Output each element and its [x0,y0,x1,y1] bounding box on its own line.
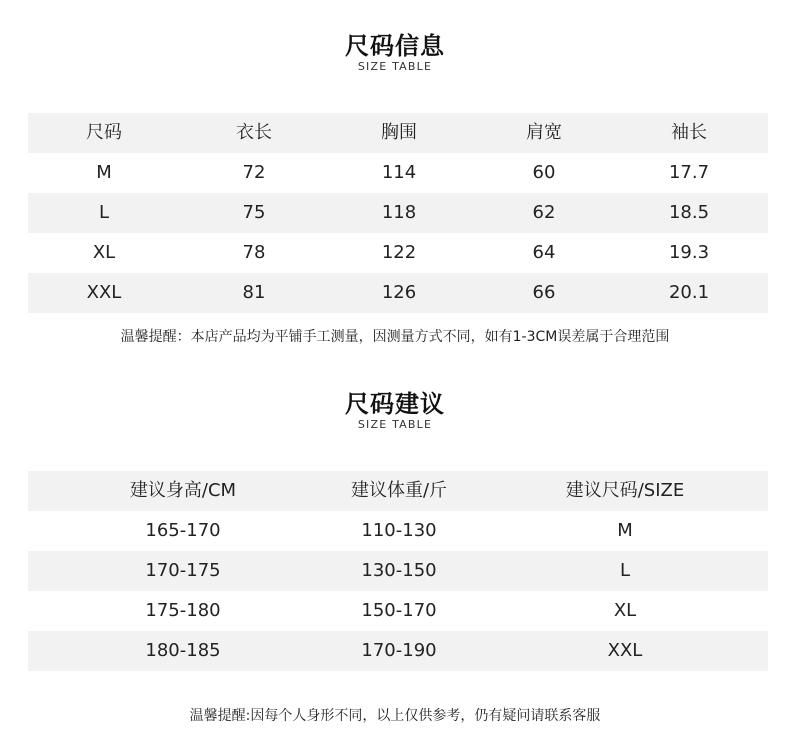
table-cell: 72 [242,162,266,183]
header-cell: 建议尺码/SIZE [565,480,685,501]
header-cell: 衣长 [236,122,272,143]
table-cell: 170-190 [361,640,437,661]
table-cell: M [96,162,112,183]
table-cell: 78 [242,242,266,263]
header-cell: 袖长 [671,122,707,143]
table-cell: 18.5 [668,202,710,223]
table-cell: 60 [532,162,556,183]
table-header-row [28,113,768,153]
header-cell: 建议身高/CM [129,480,237,501]
table-cell: 75 [242,202,266,223]
table-row [28,511,768,551]
table-cell: 19.3 [668,242,710,263]
table-cell: 62 [532,202,556,223]
table-cell: 110-130 [361,520,437,541]
header-cell: 建议体重/斤 [350,480,448,501]
table-row [28,631,768,671]
table-cell: 81 [242,282,266,303]
table-row [28,153,768,193]
table-row [28,591,768,631]
table-cell: 175-180 [145,600,221,621]
header-cell: 尺码 [86,122,122,143]
table-row [28,273,768,313]
size-info-subtitle: SIZE TABLE [357,60,433,73]
reference-note: 温馨提醒:因每个人身形不同，以上仅供参考，仍有疑问请联系客服 [189,708,601,724]
table-row [28,551,768,591]
table-cell: 165-170 [145,520,221,541]
table-row [28,193,768,233]
table-cell: M [617,520,633,541]
size-info-title: 尺码信息 [345,32,445,60]
table-cell: L [619,560,631,581]
size-suggestion-subtitle: SIZE TABLE [357,418,433,431]
table-cell: 150-170 [361,600,437,621]
table-header-row [28,471,768,511]
table-cell: 122 [381,242,417,263]
table-cell: 64 [532,242,556,263]
header-cell: 胸围 [381,122,417,143]
table-cell: 180-185 [145,640,221,661]
table-cell: 114 [381,162,417,183]
table-cell: 118 [381,202,417,223]
measurement-note: 温馨提醒：本店产品均为平铺手工测量，因测量方式不同，如有1-3CM误差属于合理范围 [120,329,670,345]
header-cell: 肩宽 [526,122,562,143]
table-cell: 170-175 [145,560,221,581]
size-suggestion-title: 尺码建议 [345,390,445,418]
table-row [28,233,768,273]
table-cell: L [98,202,110,223]
table-cell: XXL [607,640,643,661]
table-cell: 130-150 [361,560,437,581]
table-cell: XL [613,600,637,621]
table-cell: 17.7 [668,162,710,183]
table-cell: XL [92,242,116,263]
table-cell: 66 [532,282,556,303]
table-cell: 126 [381,282,417,303]
table-cell: 20.1 [668,282,710,303]
table-cell: XXL [86,282,122,303]
